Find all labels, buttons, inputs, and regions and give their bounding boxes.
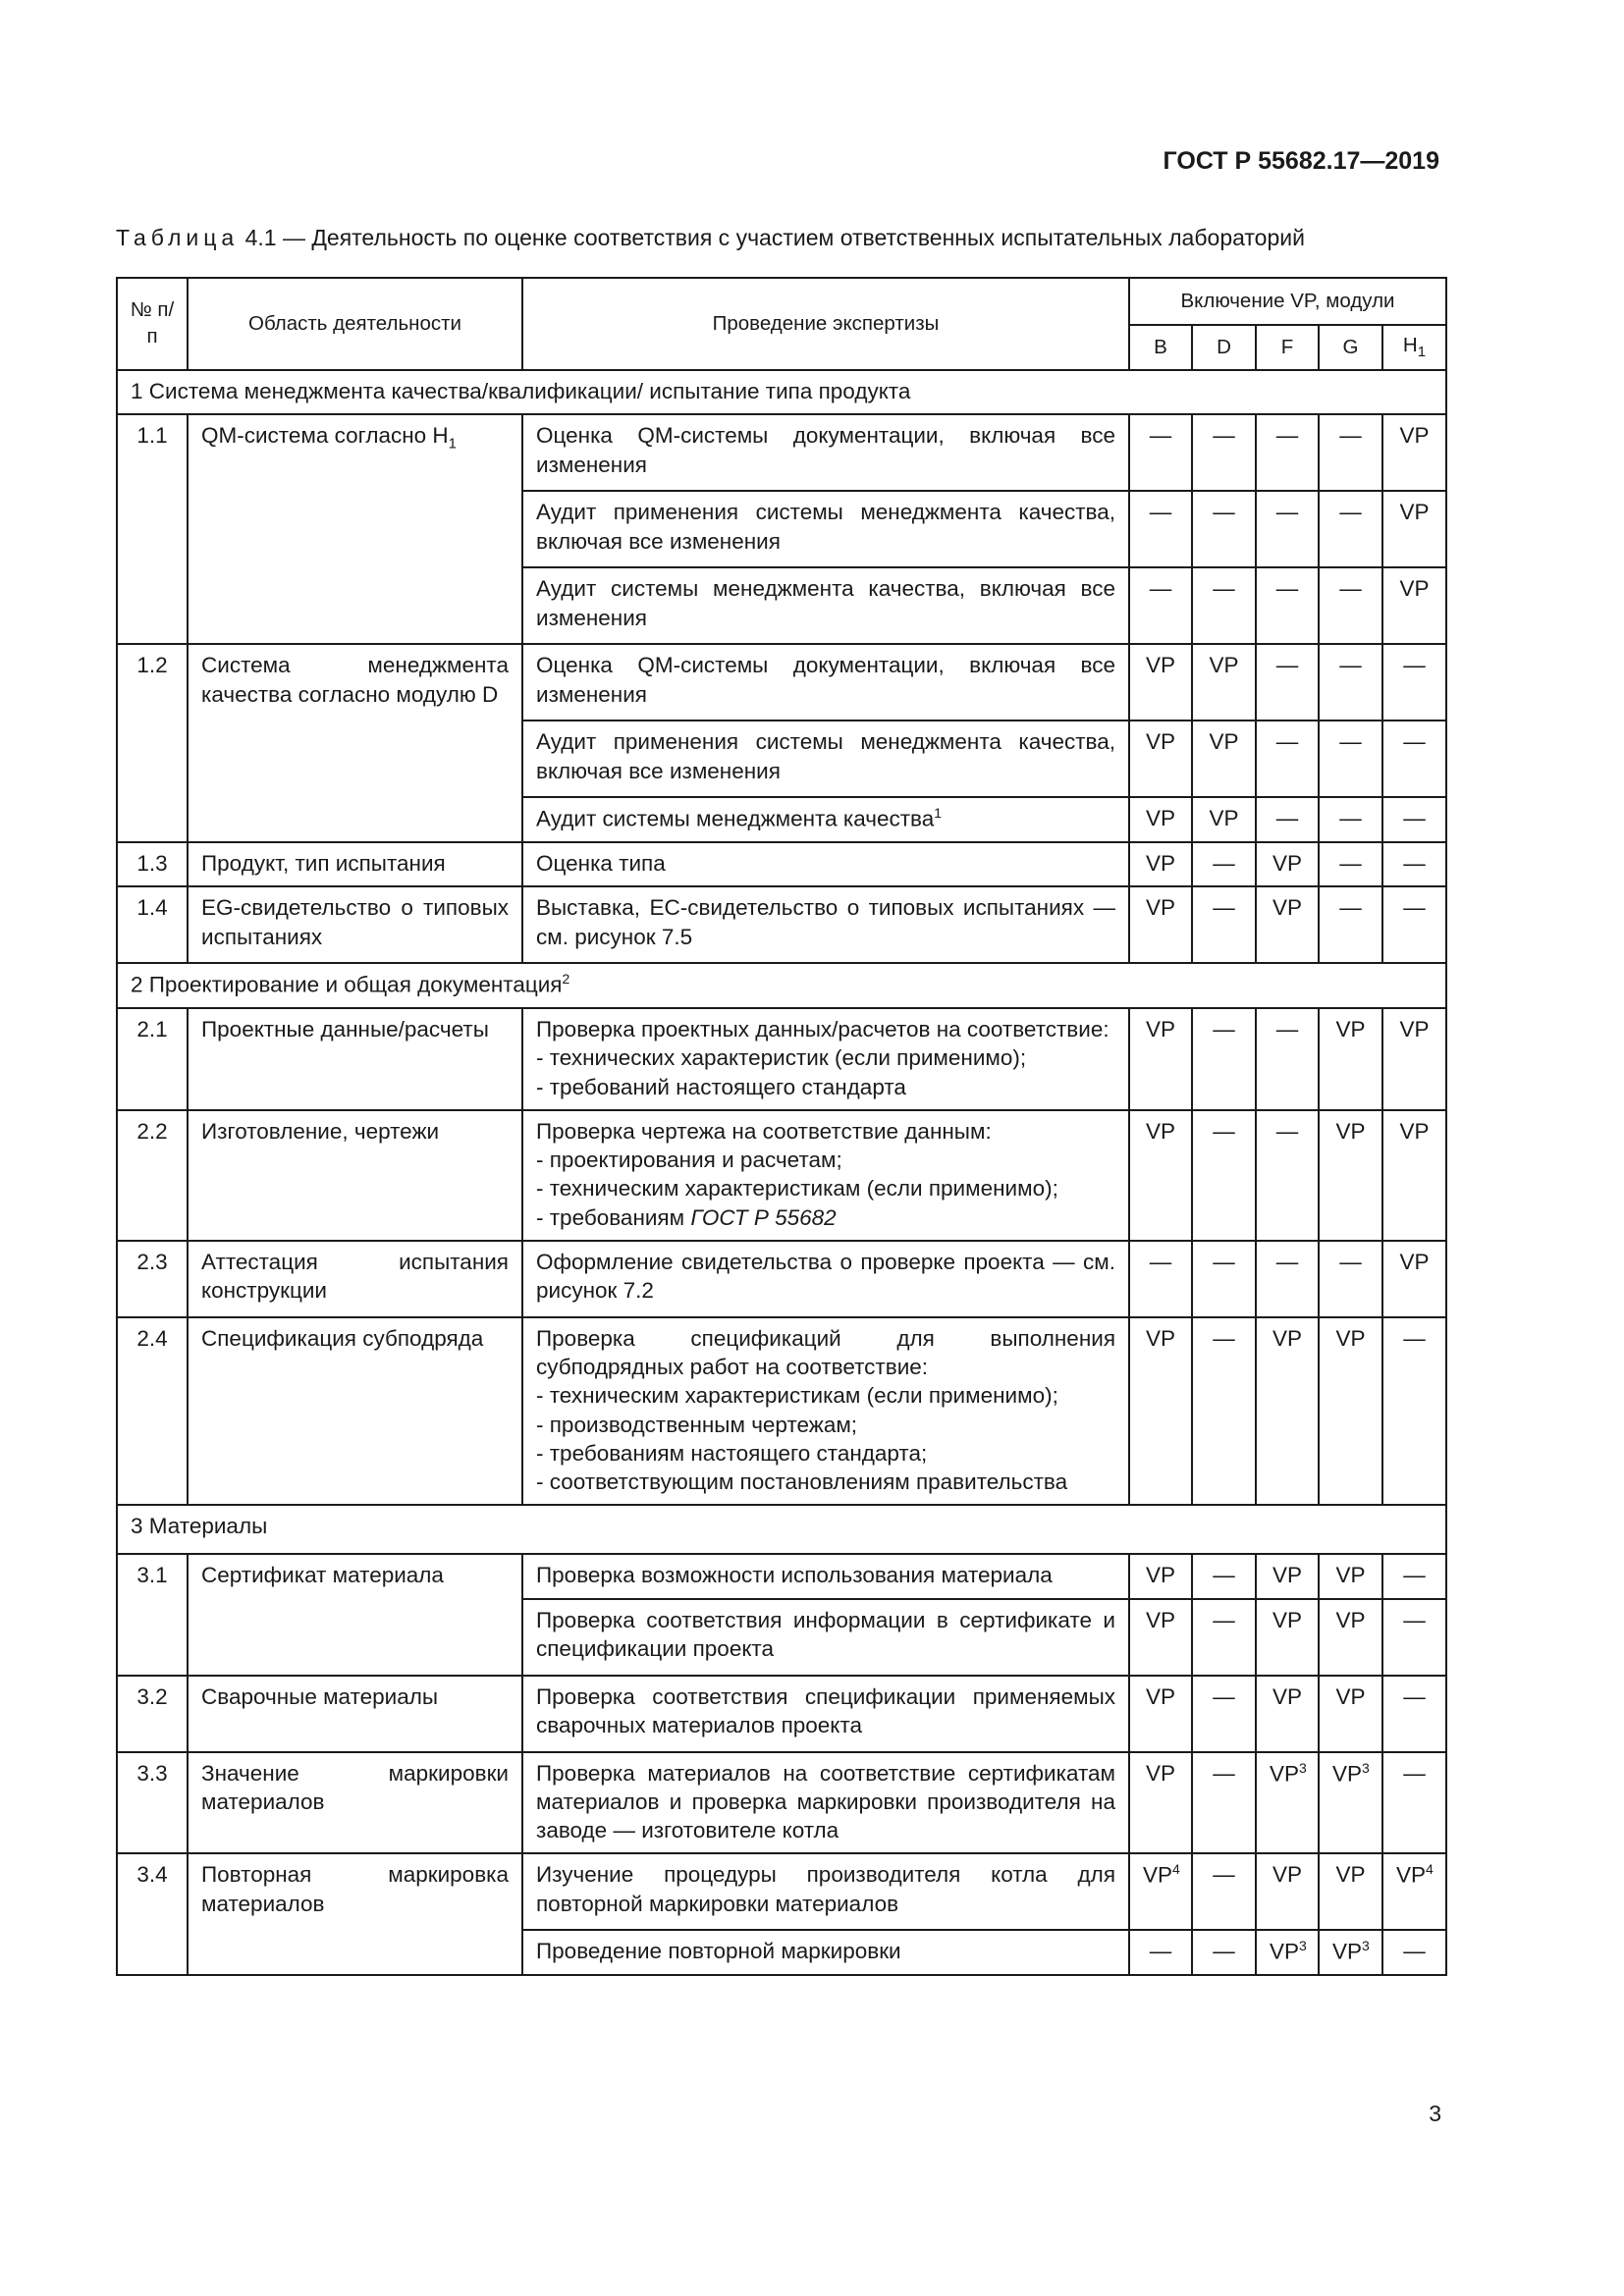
cell-3-4-2-b: — <box>1129 1930 1192 1975</box>
cell-2-3-b: — <box>1129 1241 1192 1317</box>
cell-3-3-h1: — <box>1382 1752 1446 1854</box>
cell-3-1-2-g: VP <box>1319 1599 1382 1676</box>
cell-1-1-3-h1: VP <box>1382 567 1446 644</box>
cell-3-2-d: — <box>1192 1676 1256 1752</box>
cell-3-1-2-h1: — <box>1382 1599 1446 1676</box>
row-3-1-expertise-2: Проверка соответствия информации в сертификате и спецификации проекта <box>522 1599 1129 1676</box>
row-2-4-expertise-line-3: - требованиям настоящего стандарта; <box>536 1440 928 1466</box>
row-1-4-area: EG-свидетельство о типовых испытаниях <box>188 886 522 963</box>
row-2-4-expertise <box>522 1317 1129 1506</box>
cell-1-1-1-d: — <box>1192 414 1256 491</box>
row-1-4-expertise-1: Выставка, EC-свидетельство о типовых испытаниях — см. рисунок 7.5 <box>522 886 1129 963</box>
cell-1-4-f: VP <box>1256 886 1319 963</box>
row-1-2-expertise-1: Оценка QM-системы документации, включая все изменения <box>522 644 1129 721</box>
cell-3-2-b: VP <box>1129 1676 1192 1752</box>
footnote-3-ref: 3 <box>1299 1938 1307 1954</box>
row-2-2-num: 2.2 <box>117 1110 188 1241</box>
row-3-4-expertise-1: Изучение процедуры производителя котла для повторной маркировки материалов <box>522 1853 1129 1930</box>
cell-2-2-h1: VP <box>1382 1110 1446 1241</box>
row-1-2-expertise-3 <box>522 797 1129 842</box>
row-2-3-area: Аттестация испытания конструкции <box>188 1241 522 1317</box>
row-3-1-expertise-1: Проверка возможности использования материала <box>522 1554 1129 1598</box>
footnote-4-ref: 4 <box>1426 1861 1434 1878</box>
row-3-3-expertise-1: Проверка материалов на соответствие сертификатам материалов и проверка маркировки производителя на заводе — изготовителе котла <box>522 1752 1129 1854</box>
row-2-3-num: 2.3 <box>117 1241 188 1317</box>
cell-1-2-3-b: VP <box>1129 797 1192 842</box>
header-expertise: Проведение экспертизы <box>522 278 1129 370</box>
cell-2-2-f: — <box>1256 1110 1319 1241</box>
cell-3-3-g <box>1319 1752 1382 1854</box>
cell-3-2-f: VP <box>1256 1676 1319 1752</box>
cell-3-1-1-f: VP <box>1256 1554 1319 1598</box>
cell-3-1-2-d: — <box>1192 1599 1256 1676</box>
row-2-4-area: Спецификация субподряда <box>188 1317 522 1506</box>
row-1-1-expertise-3: Аудит системы менеджмента качества, включая все изменения <box>522 567 1129 644</box>
row-2-2-expertise-line-1: - проектирования и расчетам; <box>536 1148 842 1172</box>
cell-2-3-h1: VP <box>1382 1241 1446 1317</box>
cell-2-2-d: — <box>1192 1110 1256 1241</box>
cell-1-2-2-g: — <box>1319 721 1382 797</box>
cell-1-2-1-b: VP <box>1129 644 1192 721</box>
table-caption-prefix: Таблица <box>116 225 240 250</box>
cell-3-4-2-d: — <box>1192 1930 1256 1975</box>
row-1-3-num: 1.3 <box>117 842 188 886</box>
document-id: ГОСТ Р 55682.17—2019 <box>1163 147 1439 175</box>
cell-2-1-g: VP <box>1319 1008 1382 1110</box>
row-2-2-area: Изготовление, чертежи <box>188 1110 522 1241</box>
cell-3-3-d: — <box>1192 1752 1256 1854</box>
header-module-h-sub: 1 <box>1417 344 1427 361</box>
row-3-2-area: Сварочные материалы <box>188 1676 522 1752</box>
page-number: 3 <box>1429 2101 1441 2126</box>
row-2-2-expertise-head: Проверка чертежа на соответствие данным: <box>536 1118 992 1144</box>
footnote-4-ref: 4 <box>1172 1861 1180 1878</box>
conformity-table <box>116 277 1447 1976</box>
section-2-title <box>117 963 1446 1008</box>
row-3-2-expertise-1: Проверка соответствия спецификации применяемых сварочных материалов проекта <box>522 1676 1129 1752</box>
cell-3-1-2-f: VP <box>1256 1599 1319 1676</box>
cell-1-4-h1: — <box>1382 886 1446 963</box>
cell-1-4-b: VP <box>1129 886 1192 963</box>
cell-1-4-d: — <box>1192 886 1256 963</box>
cell-3-1-2-b: VP <box>1129 1599 1192 1676</box>
footnote-2-ref: 2 <box>562 971 570 988</box>
section-3-title: 3 Материалы <box>117 1505 1446 1554</box>
cell-3-4-2-f <box>1256 1930 1319 1975</box>
cell-1-2-1-f: — <box>1256 644 1319 721</box>
cell-3-3-f-value: VP <box>1270 1761 1300 1786</box>
row-2-4-num: 2.4 <box>117 1317 188 1506</box>
cell-2-3-d: — <box>1192 1241 1256 1317</box>
cell-2-2-b: VP <box>1129 1110 1192 1241</box>
cell-1-1-2-g: — <box>1319 491 1382 567</box>
section-2-title-text: 2 Проектирование и общая документация <box>131 972 563 997</box>
cell-1-4-g: — <box>1319 886 1382 963</box>
row-2-2-expertise-line-3 <box>536 1203 1115 1232</box>
row-1-2-expertise-2: Аудит применения системы менеджмента качества, включая все изменения <box>522 721 1129 797</box>
row-2-2-expertise <box>522 1110 1129 1241</box>
cell-3-4-1-h1 <box>1382 1853 1446 1930</box>
cell-3-2-h1: — <box>1382 1676 1446 1752</box>
cell-2-4-d: — <box>1192 1317 1256 1506</box>
cell-3-2-g: VP <box>1319 1676 1382 1752</box>
row-2-4-expertise-head: Проверка спецификаций для выполнения субподрядных работ на соответствие: <box>536 1325 1115 1379</box>
cell-3-4-1-b <box>1129 1853 1192 1930</box>
header-area: Область деятельности <box>188 278 522 370</box>
cell-2-1-f: — <box>1256 1008 1319 1110</box>
row-2-3-expertise-1: Оформление свидетельства о проверке проекта — см. рисунок 7.2 <box>522 1241 1129 1317</box>
header-module-h1 <box>1382 325 1446 370</box>
cell-3-4-1-b-value: VP <box>1143 1862 1173 1888</box>
cell-3-4-2-g-value: VP <box>1332 1939 1363 1964</box>
row-3-1-num: 3.1 <box>117 1554 188 1675</box>
cell-2-4-f: VP <box>1256 1317 1319 1506</box>
row-2-2-expertise-line-3-prefix: - требованиям <box>536 1204 691 1230</box>
table-caption-text: 4.1 — Деятельность по оценке соответствия с участием ответственных испытательных лабораторий <box>239 225 1305 250</box>
cell-3-1-1-h1: — <box>1382 1554 1446 1598</box>
row-2-1-area: Проектные данные/расчеты <box>188 1008 522 1110</box>
row-1-3-area: Продукт, тип испытания <box>188 842 522 886</box>
footnote-1-ref: 1 <box>934 805 943 822</box>
header-module-f: F <box>1256 325 1319 370</box>
row-1-4-num: 1.4 <box>117 886 188 963</box>
cell-1-1-2-h1: VP <box>1382 491 1446 567</box>
row-3-4-expertise-2: Проведение повторной маркировки <box>522 1930 1129 1975</box>
row-2-1-expertise-head: Проверка проектных данных/расчетов на соответствие: <box>536 1017 1110 1041</box>
cell-3-4-1-f: VP <box>1256 1853 1319 1930</box>
cell-2-3-f: — <box>1256 1241 1319 1317</box>
header-module-h-label: H <box>1402 334 1418 357</box>
row-1-1-area-sub: 1 <box>448 435 458 453</box>
cell-1-1-1-h1: VP <box>1382 414 1446 491</box>
row-3-1-area: Сертификат материала <box>188 1554 522 1675</box>
standard-reference: ГОСТ Р 55682 <box>690 1204 837 1230</box>
row-2-2-expertise-line-2: - техническим характеристикам (если применимо); <box>536 1176 1058 1201</box>
cell-3-1-1-b: VP <box>1129 1554 1192 1598</box>
cell-3-4-2-f-value: VP <box>1270 1939 1300 1964</box>
row-3-2-num: 3.2 <box>117 1676 188 1752</box>
cell-1-1-1-g: — <box>1319 414 1382 491</box>
cell-2-4-b: VP <box>1129 1317 1192 1506</box>
cell-3-3-b: VP <box>1129 1752 1192 1854</box>
cell-3-4-1-g: VP <box>1319 1853 1382 1930</box>
row-1-1-area-text: QM-система согласно H <box>201 423 449 449</box>
cell-1-2-2-h1: — <box>1382 721 1446 797</box>
cell-1-3-g: — <box>1319 842 1382 886</box>
cell-1-2-2-b: VP <box>1129 721 1192 797</box>
row-1-3-expertise-1: Оценка типа <box>522 842 1129 886</box>
cell-1-2-1-g: — <box>1319 644 1382 721</box>
cell-1-2-3-f: — <box>1256 797 1319 842</box>
row-2-4-expertise-line-4: - соответствующим постановлениям правительства <box>536 1469 1068 1494</box>
row-1-2-num: 1.2 <box>117 644 188 842</box>
row-2-1-expertise <box>522 1008 1129 1110</box>
row-1-1-expertise-1: Оценка QM-системы документации, включая все изменения <box>522 414 1129 491</box>
cell-2-1-b: VP <box>1129 1008 1192 1110</box>
row-2-1-expertise-line-1: - технических характеристик (если применимо); <box>536 1045 1027 1071</box>
header-num: № п/п <box>117 278 188 370</box>
cell-1-2-2-f: — <box>1256 721 1319 797</box>
row-3-4-num: 3.4 <box>117 1853 188 1975</box>
cell-3-1-1-g: VP <box>1319 1554 1382 1598</box>
row-1-2-expertise-3-text: Аудит системы менеджмента качества <box>536 806 935 831</box>
row-2-1-num: 2.1 <box>117 1008 188 1110</box>
row-3-4-area: Повторная маркировка материалов <box>188 1853 522 1975</box>
cell-2-1-d: — <box>1192 1008 1256 1110</box>
cell-1-2-3-d: VP <box>1192 797 1256 842</box>
cell-1-1-2-d: — <box>1192 491 1256 567</box>
footnote-3-ref: 3 <box>1362 1759 1370 1776</box>
row-1-1-num: 1.1 <box>117 414 188 644</box>
row-3-3-num: 3.3 <box>117 1752 188 1854</box>
cell-1-2-3-g: — <box>1319 797 1382 842</box>
cell-1-1-3-f: — <box>1256 567 1319 644</box>
cell-1-1-1-f: — <box>1256 414 1319 491</box>
section-1-title: 1 Система менеджмента качества/квалификации/ испытание типа продукта <box>117 370 1446 414</box>
cell-3-1-1-d: — <box>1192 1554 1256 1598</box>
row-1-1-area <box>188 414 522 644</box>
cell-1-3-d: — <box>1192 842 1256 886</box>
cell-1-2-3-h1: — <box>1382 797 1446 842</box>
cell-1-3-b: VP <box>1129 842 1192 886</box>
row-3-3-area: Значение маркировки материалов <box>188 1752 522 1854</box>
cell-3-4-1-d: — <box>1192 1853 1256 1930</box>
header-module-b: B <box>1129 325 1192 370</box>
cell-1-2-2-d: VP <box>1192 721 1256 797</box>
cell-3-4-1-h1-value: VP <box>1396 1862 1427 1888</box>
row-1-2-area: Система менеджмента качества согласно модулю D <box>188 644 522 842</box>
footnote-3-ref: 3 <box>1299 1759 1307 1776</box>
header-modules-group: Включение VP, модули <box>1129 278 1446 325</box>
cell-1-1-2-f: — <box>1256 491 1319 567</box>
row-2-1-expertise-line-2: - требований настоящего стандарта <box>536 1074 906 1099</box>
cell-2-4-h1: — <box>1382 1317 1446 1506</box>
cell-1-3-h1: — <box>1382 842 1446 886</box>
cell-1-2-1-h1: — <box>1382 644 1446 721</box>
cell-3-3-g-value: VP <box>1332 1761 1363 1786</box>
cell-1-1-3-g: — <box>1319 567 1382 644</box>
cell-1-1-1-b: — <box>1129 414 1192 491</box>
cell-2-2-g: VP <box>1319 1110 1382 1241</box>
cell-3-4-2-h1: — <box>1382 1930 1446 1975</box>
table-caption <box>116 225 1305 251</box>
row-2-4-expertise-line-1: - техническим характеристикам (если применимо); <box>536 1383 1058 1409</box>
cell-2-4-g: VP <box>1319 1317 1382 1506</box>
row-1-1-expertise-2: Аудит применения системы менеджмента качества, включая все изменения <box>522 491 1129 567</box>
header-module-d: D <box>1192 325 1256 370</box>
cell-1-2-1-d: VP <box>1192 644 1256 721</box>
cell-3-4-2-g <box>1319 1930 1382 1975</box>
cell-1-1-3-d: — <box>1192 567 1256 644</box>
header-module-g: G <box>1319 325 1382 370</box>
footnote-3-ref: 3 <box>1362 1938 1370 1954</box>
cell-2-3-g: — <box>1319 1241 1382 1317</box>
row-2-4-expertise-line-2: - производственным чертежам; <box>536 1412 858 1437</box>
cell-2-1-h1: VP <box>1382 1008 1446 1110</box>
cell-1-1-3-b: — <box>1129 567 1192 644</box>
cell-1-3-f: VP <box>1256 842 1319 886</box>
cell-1-1-2-b: — <box>1129 491 1192 567</box>
cell-3-3-f <box>1256 1752 1319 1854</box>
